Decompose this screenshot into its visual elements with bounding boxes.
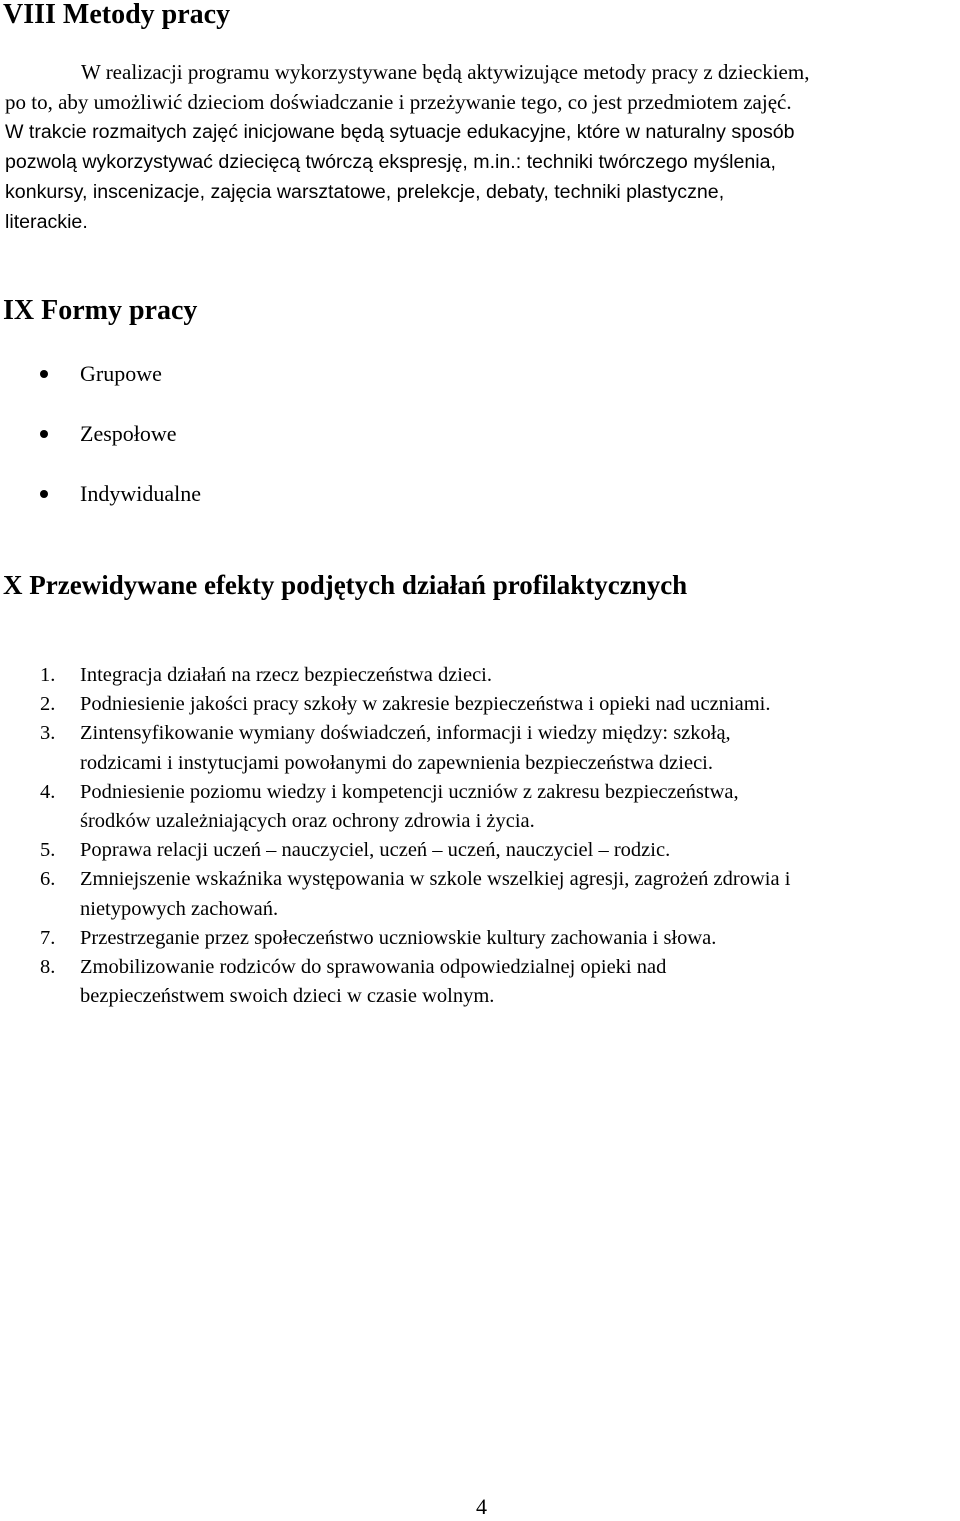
section-ix-title: IX Formy pracy (3, 295, 198, 326)
list-item (40, 953, 960, 1011)
bullet-icon (40, 430, 48, 438)
list-item (40, 924, 960, 953)
list-item-number: 2. (40, 693, 56, 716)
paragraph-line: po to, aby umożliwić dzieciom doświadczanie i przeżywanie tego, co jest przedmiotem zajęć. (5, 89, 792, 114)
numbered-list (40, 661, 960, 1011)
paragraph-fragment: pozwolą wykorzystywać dziecięcą twórczą ekspresję, m.in. (5, 151, 516, 174)
list-item (40, 719, 960, 777)
list-item (40, 836, 960, 865)
paragraph-line (5, 147, 960, 178)
list-item-number: 6. (40, 868, 56, 891)
list-item-number: 7. (40, 926, 56, 949)
list-item-text: Podniesienie jakości pracy szkoły w zakresie bezpieczeństwa i opieki nad uczniami. (80, 693, 771, 716)
paragraph-line: W trakcie rozmaitych zajęć inicjowane będą sytuacje edukacyjne, które w naturalny sposób (5, 120, 795, 143)
bullet-icon (40, 490, 48, 498)
list-item-text: Poprawa relacji uczeń – nauczyciel, uczeń – uczeń, nauczyciel – rodzic. (80, 839, 671, 862)
section-viii-paragraph (5, 58, 960, 238)
paragraph-line: literackie. (5, 210, 88, 233)
list-item-label: Indywidualne (80, 481, 201, 506)
list-item-number: 5. (40, 839, 56, 862)
paragraph-line: W realizacji programu wykorzystywane będą aktywizujące metody pracy z dzieckiem, (81, 60, 810, 84)
list-item (40, 865, 960, 923)
section-viii-title: VIII Metody pracy (3, 0, 231, 30)
list-item (40, 690, 960, 719)
list-item-text: Zmniejszenie wskaźnika występowania w szkole wszelkiej agresji, zagrożeń zdrowia i nietypowych zachowań. (80, 868, 791, 920)
list-item-number: 4. (40, 780, 56, 803)
list-item-text: Integracja działań na rzecz bezpieczeństwa dzieci. (80, 664, 493, 686)
list-item-label: Zespołowe (80, 421, 177, 446)
section-x-title: X Przewidywane efekty podjętych działań profilaktycznych (3, 570, 688, 600)
list-item (40, 661, 960, 690)
list-item-text: Zintensyfikowanie wymiany doświadczeń, informacji i wiedzy między: szkołą, rodzicami i instytucjami powołanymi do zapewnienia bezpieczeństwa dzieci. (80, 722, 731, 774)
bullet-icon (40, 370, 48, 378)
list-item-text: Zmobilizowanie rodziców do sprawowania odpowiedzialnej opieki nad bezpieczeństwem swoich dzieci w czasie wolnym. (80, 956, 667, 1008)
paragraph-line: konkursy, inscenizacje, zajęcia warsztatowe, prelekcje, debaty, techniki plastyczne, (5, 181, 725, 204)
list-item (40, 778, 960, 836)
list-item-text: Przestrzeganie przez społeczeństwo uczniowskie kultury zachowania i słowa. (80, 926, 717, 949)
list-item-number: 3. (40, 722, 56, 745)
list-item-text: Podniesienie poziomu wiedzy i kompetencji uczniów z zakresu bezpieczeństwa, środków uzależniających oraz ochrony zdrowia i życia. (80, 780, 739, 833)
paragraph-fragment: : techniki twórczego myślenia, (515, 151, 776, 174)
list-item-number: 1. (40, 664, 56, 686)
page-number: 4 (476, 1494, 487, 1519)
list-item-number: 8. (40, 956, 56, 979)
list-item-label: Grupowe (80, 361, 162, 386)
